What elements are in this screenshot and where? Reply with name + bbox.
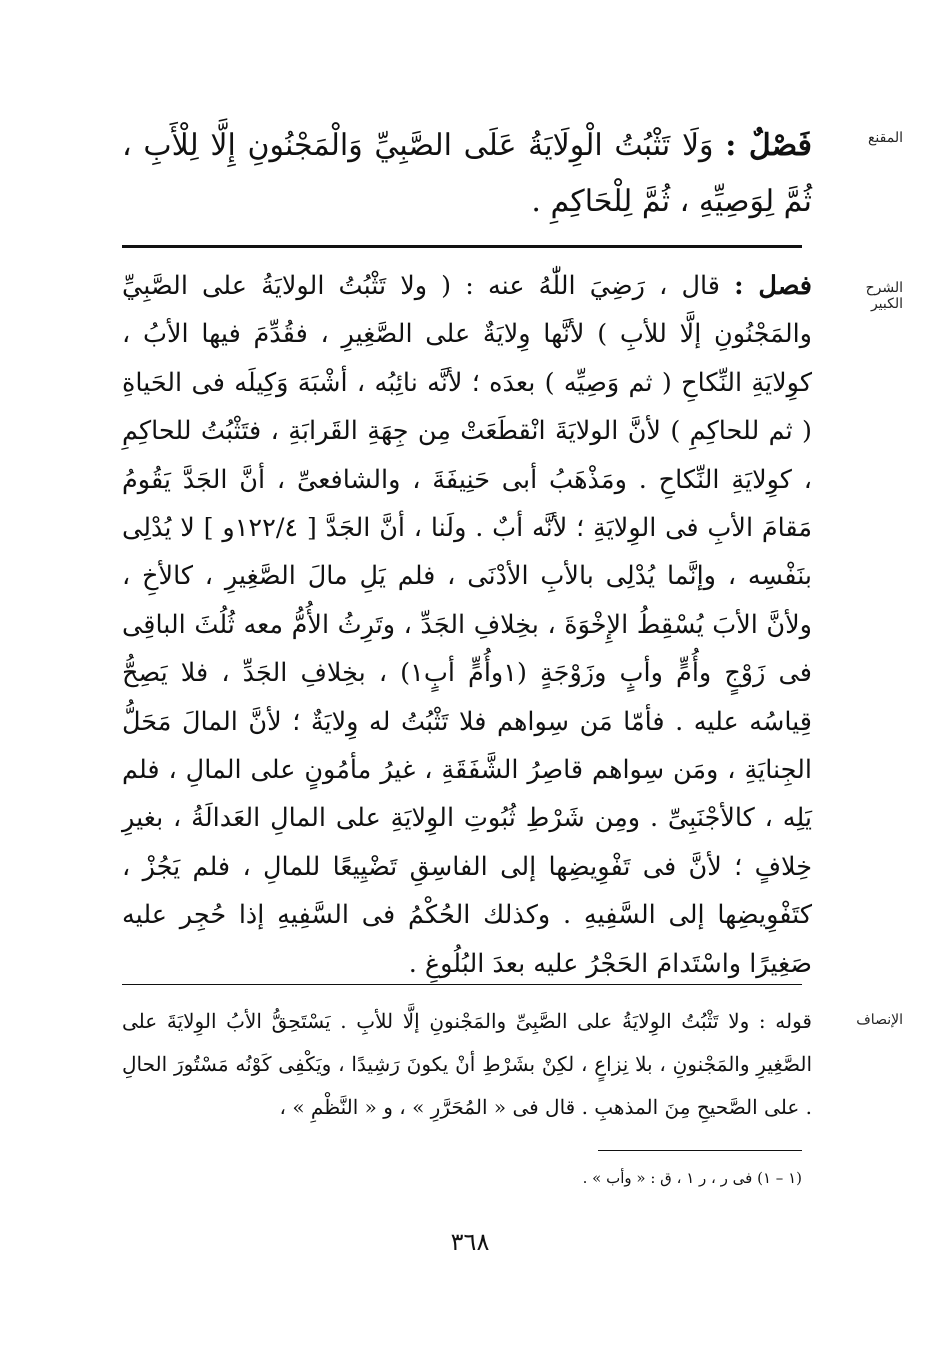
muqni-paragraph [122, 118, 812, 230]
sharh-text-block [122, 262, 812, 988]
page-number: ٣٦٨ [450, 1228, 490, 1256]
footnote: (١ – ١) فى ر ، ر ١ ، ق : « وأب » . [582, 1169, 802, 1187]
section-label-muqni: المقنع [867, 130, 903, 146]
insaf-paragraph: قوله : ولا تَثْبُتُ الوِلايَةُ على الصَّبِىِّ والمَجْنونِ إلَّا للأبِ . يَسْتَحِقُّ الأبُ الوِلايَةَ على الصَّغِيرِ والمَجْنونِ ، بلا نِزاعٍ ، لكِنْ بشَرْطِ أنْ يكونَ رَشِيدًا ، ويَكْفِى كَوْنُه مَسْتُورَ الحالِ . على الصَّحيحِ مِنَ المذهبِ . قال فى « المُحَرَّرِ » ، و « النَّظْمِ » ، [122, 1009, 812, 1119]
footnote-divider [598, 1150, 802, 1151]
sharh-lead-word: فصل : [734, 271, 813, 301]
section-label-sharh: الشرح الكبير [865, 280, 903, 312]
muqni-body: وَلَا تَثْبُتُ الْوِلَايَةُ عَلَى الصَّبِيِّ وَالْمَجْنُونِ إِلَّا لِلْأَبِ ، ثُمَّ لِوَصِيِّهِ ، ثُمَّ لِلْحَاكِمِ . [122, 128, 812, 219]
sharh-body: قال ، رَضِيَ اللّٰهُ عنه : ( ولا تَثْبُتُ الولايَةُ على الصَّبِيِّ والمَجْنُونِ إلَّا للأبِ ) لأنَّها وِلايَةٌ على الصَّغِيرِ ، فقُدِّمَ فيها الأبُ ، كوِلايَةِ النِّكاحِ ( ثم وَصِيِّه ) بعدَه ؛ لأنَّه نائِبُه ، أشْبَهَ وَكِيلَه فى الحَياةِ ( ثم للحاكِمِ ) لأنَّ الولايَةَ انْقطَعَتْ مِن جِهَةِ القَرابَةِ ، فتَثْبُتُ للحاكِمِ ، كوِلايَةِ النِّكاحِ . ومَذْهَبُ أبى حَنِيفَةَ ، والشافعىِّ ، أنَّ الجَدَّ يَقُومُ مَقامَ الأبِ فى الوِلايَةِ ؛ لأنَّه أبٌ . ولَنا ، أنَّ الجَدَّ [ ١٢٢/٤و ] لا يُدْلِى بنَفْسِه ، وإنَّما يُدْلِى بالأبِ الأدْنَى ، فلم يَلِ مالَ الصَّغِيرِ ، كالأخِ ، ولأنَّ الأبَ يُسْقِطُ الإِخْوَةَ ، بخِلافِ الجَدِّ ، وتَرِثُ الأُمُّ معه ثُلُثَ الباقِى فى زَوْجٍ وأُمٍّ وأبٍ وزَوْجَةٍ (١وأُمٍّ أبٍ١) ، بخِلافِ الجَدِّ ، فلا يَصِحُّ قِياسُه عليه . فأمّا مَن سِواهم فلا تَثْبُتُ له وِلايَةٌ ؛ لأنَّ المالَ مَحَلُّ الجِنايَةِ ، ومَن سِواهم قاصِرُ الشَّفَقَةِ ، غيرُ مأمُونٍ على المالِ ، فلم يَلِه ، كالأجْنَبِىِّ . ومِن شَرْطِ ثُبُوتِ الوِلايَةِ على المالِ العَدالَةُ ، بغيرِ خِلافٍ ؛ لأنَّ فى تَفْوِيضِها إلى الفاسِقِ تَضْيِيعًا للمالِ ، فلم يَجُزْ ، كتَفْوِيضِها إلى السَّفِيهِ . وكذلك الحُكْمُ فى السَّفِيهِ إذا حُجِر عليه صَغِيرًا واسْتَدامَ الحَجْرُ عليه بعدَ البُلُوغِ . [122, 271, 812, 979]
muqni-lead-word: فَصْلٌ : [725, 128, 812, 163]
section-label-insaf: الإنصاف [856, 1012, 903, 1028]
section-divider-thick [122, 245, 802, 248]
section-divider-thin [122, 984, 802, 985]
muqni-text-block [122, 118, 812, 230]
sharh-paragraph [122, 262, 812, 988]
insaf-text-block [122, 1000, 812, 1129]
